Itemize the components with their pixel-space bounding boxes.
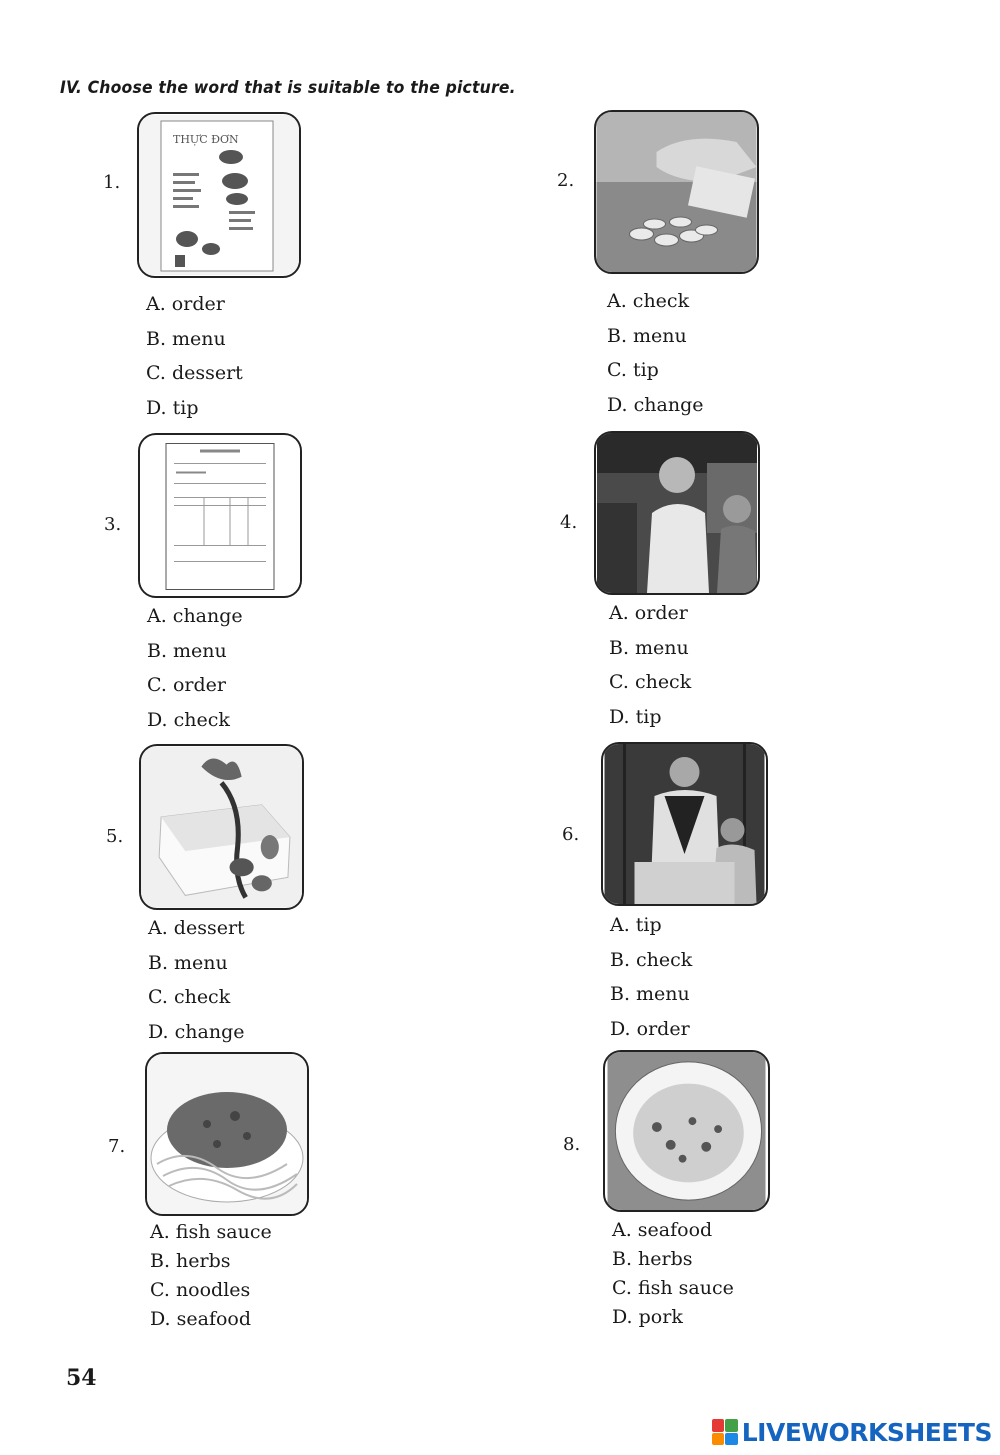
- question-3-picture: [138, 433, 302, 598]
- q5-option-d[interactable]: D. change: [148, 1020, 245, 1043]
- brand-watermark[interactable]: [712, 1415, 992, 1449]
- question-8-picture: [603, 1050, 770, 1212]
- q7-option-b[interactable]: B. herbs: [150, 1250, 231, 1272]
- q6-option-b[interactable]: B. check: [610, 948, 693, 971]
- q2-option-c[interactable]: C. tip: [607, 359, 659, 381]
- question-8-number: 8.: [563, 1134, 581, 1155]
- question-4-picture: [594, 431, 760, 595]
- q1-option-b[interactable]: B. menu: [146, 327, 226, 350]
- question-5-picture: [139, 744, 304, 910]
- q3-option-c[interactable]: C. order: [147, 674, 226, 696]
- q6-option-c[interactable]: B. menu: [610, 983, 690, 1005]
- liveworksheets-logo-icon: [712, 1419, 738, 1445]
- waitress-taking-order-icon: [596, 433, 758, 593]
- question-7-number: 7.: [108, 1136, 126, 1157]
- q8-option-a[interactable]: A. seafood: [612, 1219, 713, 1241]
- question-6-number: 6.: [562, 824, 580, 845]
- q2-option-d[interactable]: D. change: [607, 393, 704, 416]
- q6-option-d[interactable]: D. order: [610, 1017, 690, 1040]
- q8-option-c[interactable]: C. fish sauce: [612, 1277, 734, 1299]
- q2-option-a[interactable]: A. check: [607, 290, 690, 312]
- q5-option-a[interactable]: A. dessert: [148, 917, 245, 939]
- waiter-at-table-icon: [603, 744, 766, 904]
- question-5-number: 5.: [106, 826, 124, 847]
- q7-option-c[interactable]: C. noodles: [150, 1279, 251, 1301]
- page-number: 54: [66, 1365, 97, 1391]
- q4-option-c[interactable]: C. check: [609, 671, 692, 693]
- receipt-bill-icon: [140, 435, 300, 596]
- q3-option-a[interactable]: A. change: [147, 605, 243, 627]
- money-coins-icon: [596, 112, 757, 272]
- q3-option-b[interactable]: B. menu: [147, 639, 227, 662]
- brand-name: LIVEWORKSHEETS: [741, 1417, 992, 1447]
- q5-option-b[interactable]: B. menu: [148, 951, 228, 974]
- question-1-picture: [137, 112, 301, 278]
- question-2-picture: [594, 110, 759, 274]
- section-heading: IV. Choose the word that is suitable to the picture.: [60, 78, 516, 98]
- cake-dessert-icon: [141, 746, 302, 908]
- question-3-number: 3.: [104, 514, 122, 535]
- q5-option-c[interactable]: C. check: [148, 986, 231, 1008]
- q2-option-b[interactable]: B. menu: [607, 324, 687, 347]
- q4-option-b[interactable]: B. menu: [609, 636, 689, 659]
- question-7-picture: [145, 1052, 309, 1216]
- soup-bowl-icon: [605, 1052, 768, 1210]
- question-2-number: 2.: [557, 170, 575, 191]
- q8-option-d[interactable]: D. pork: [612, 1306, 683, 1328]
- q1-option-a[interactable]: A. order: [146, 293, 225, 315]
- q4-option-d[interactable]: D. tip: [609, 705, 662, 728]
- noodles-plate-icon: [147, 1054, 307, 1214]
- question-1-number: 1.: [103, 172, 121, 193]
- svg-text:THỰC ĐƠN: THỰC ĐƠN: [173, 133, 239, 146]
- q1-option-c[interactable]: C. dessert: [146, 362, 243, 384]
- question-4-number: 4.: [560, 512, 578, 533]
- q3-option-d[interactable]: D. check: [147, 708, 230, 731]
- q7-option-d[interactable]: D. seafood: [150, 1308, 252, 1330]
- q4-option-a[interactable]: A. order: [609, 602, 688, 624]
- q1-option-d[interactable]: D. tip: [146, 396, 199, 419]
- question-6-picture: [601, 742, 768, 906]
- q8-option-b[interactable]: B. herbs: [612, 1248, 693, 1270]
- q6-option-a[interactable]: A. tip: [610, 914, 662, 936]
- q7-option-a[interactable]: A. fish sauce: [150, 1221, 272, 1243]
- menu-card-icon: [139, 114, 299, 276]
